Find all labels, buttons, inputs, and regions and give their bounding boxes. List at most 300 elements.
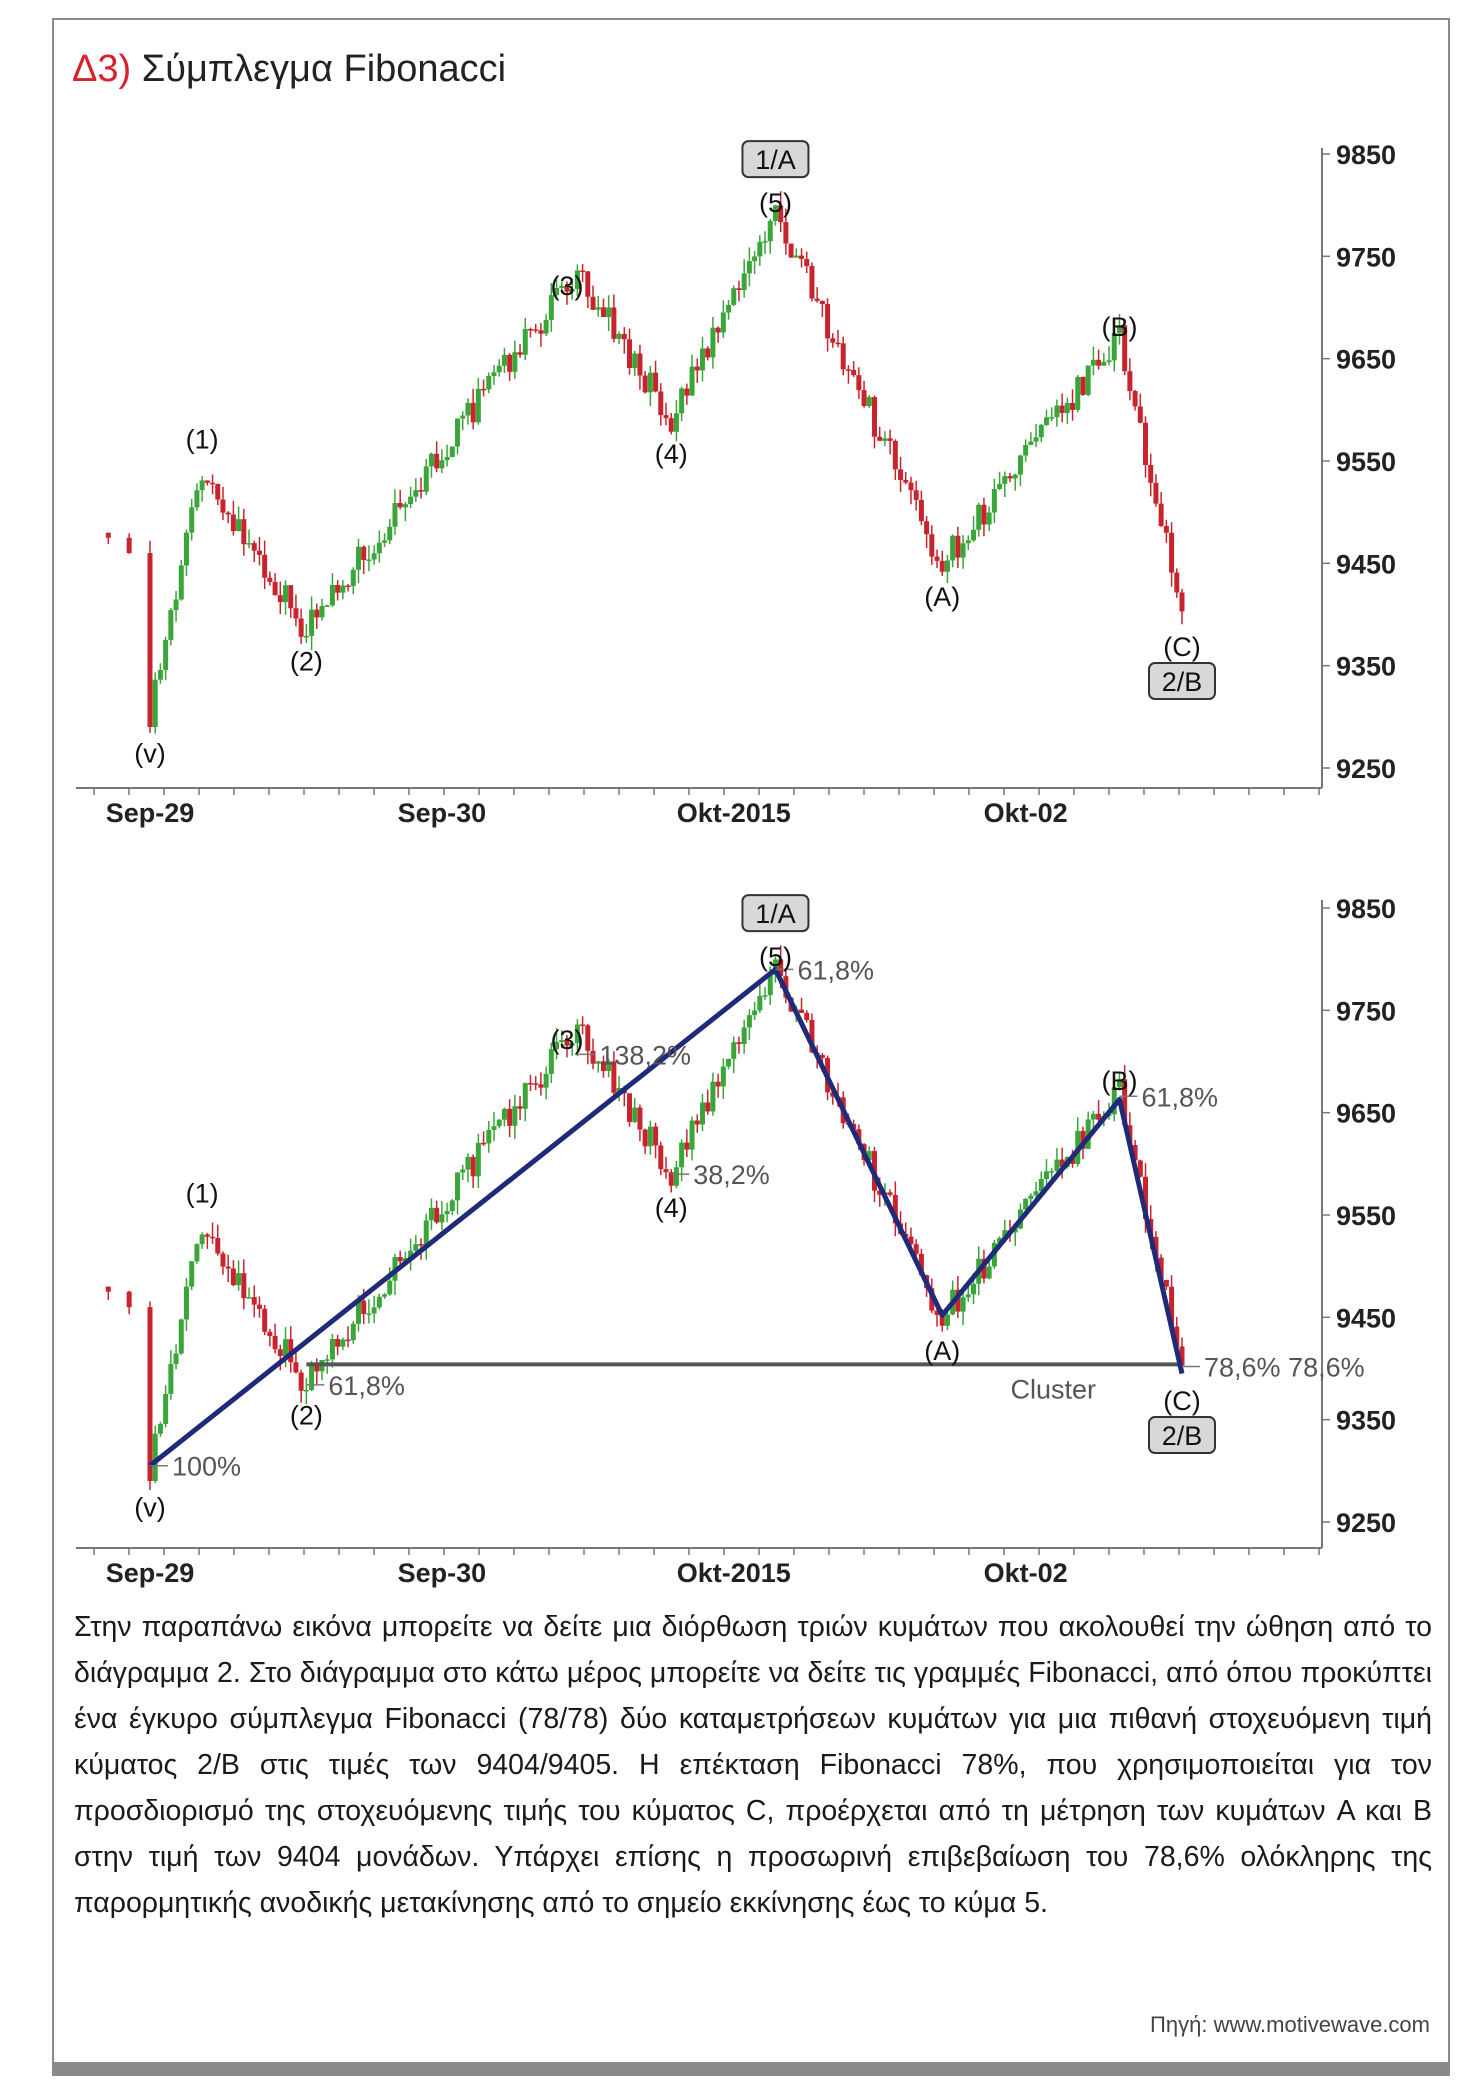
- candle-body: [455, 1173, 460, 1201]
- candle-body: [351, 1324, 356, 1340]
- candle-body: [403, 504, 408, 507]
- candle-body: [924, 521, 929, 534]
- candle-body: [799, 256, 804, 259]
- candle-body: [445, 1211, 450, 1214]
- candle-body: [492, 372, 497, 376]
- candle-body: [293, 1362, 298, 1372]
- candle-body: [262, 555, 267, 578]
- candle-body: [471, 1157, 476, 1176]
- candle-body: [1028, 442, 1033, 445]
- candle-body: [1023, 445, 1028, 456]
- candle-body: [283, 1339, 288, 1356]
- candle-body: [940, 561, 945, 572]
- candle-body: [398, 1257, 403, 1261]
- candle-body: [346, 586, 351, 588]
- candle-body: [804, 259, 809, 266]
- x-tick-label: Okt-2015: [676, 1558, 791, 1588]
- candle-body: [419, 1244, 424, 1246]
- candle-body: [768, 221, 773, 241]
- candle-body: [346, 1340, 351, 1342]
- candle-body: [763, 241, 768, 243]
- wave-label: (5): [758, 188, 792, 219]
- candle-body: [512, 1106, 517, 1126]
- bottom-bar: [52, 2062, 1450, 2076]
- candle-body: [1138, 406, 1143, 422]
- candle-body: [804, 1013, 809, 1020]
- candle-body: [705, 1102, 710, 1111]
- candle-body: [752, 256, 757, 261]
- candle-body: [413, 1244, 418, 1251]
- candle-body: [1070, 403, 1075, 410]
- candle-body: [690, 1121, 695, 1150]
- candle-body: [695, 1121, 700, 1125]
- candle-body: [283, 585, 288, 602]
- candle-body: [1075, 377, 1080, 410]
- candle-body: [945, 561, 950, 572]
- chart-panel-2: [76, 894, 1396, 1588]
- candle-body: [314, 610, 319, 618]
- y-tick-label: 9750: [1336, 242, 1397, 273]
- candle-body: [971, 530, 976, 541]
- candle-body: [1013, 475, 1018, 479]
- candle-body: [929, 534, 934, 556]
- candle-body: [1039, 425, 1044, 437]
- candle-body: [752, 1010, 757, 1015]
- candle-body: [538, 330, 543, 333]
- candle-body: [747, 1015, 752, 1027]
- candle-body: [669, 418, 674, 432]
- candle-body: [387, 1281, 392, 1295]
- candle-body: [1086, 366, 1091, 395]
- candle-body: [241, 519, 246, 544]
- candle-body: [507, 355, 512, 372]
- candle-body: [1143, 423, 1148, 465]
- candle-body: [215, 1238, 220, 1254]
- candle-body: [893, 441, 898, 470]
- fib-label: 61,8%: [328, 1370, 405, 1401]
- cluster-label: Cluster: [1010, 1374, 1096, 1405]
- candle-body: [492, 1126, 497, 1130]
- candle-body: [1153, 483, 1158, 504]
- candle-body: [189, 507, 194, 532]
- candle-body: [1180, 592, 1185, 611]
- candle-body: [679, 1143, 684, 1168]
- candle-body: [731, 1042, 736, 1059]
- candle-body: [794, 256, 799, 258]
- candle-body: [1049, 1171, 1054, 1173]
- candle-body: [179, 565, 184, 599]
- candle-body: [330, 585, 335, 605]
- candle-body: [382, 540, 387, 542]
- candle-body: [163, 1394, 168, 1424]
- candle-body: [637, 1108, 642, 1130]
- candle-body: [1133, 391, 1138, 406]
- candle-body: [851, 370, 856, 375]
- candle-body: [429, 1208, 434, 1220]
- candle-body: [392, 503, 397, 527]
- candle-body: [153, 680, 158, 727]
- y-tick-label: 9450: [1336, 549, 1397, 580]
- candle-body: [278, 1349, 283, 1356]
- candle-body: [445, 457, 450, 460]
- title-prefix: Δ3): [72, 48, 132, 90]
- candle-body: [533, 329, 538, 331]
- candle-body: [622, 334, 627, 339]
- candle-body: [518, 1106, 523, 1109]
- candle-body: [465, 403, 470, 416]
- candle-body: [695, 367, 700, 371]
- candle-body: [658, 1145, 663, 1169]
- candle-body: [742, 1027, 747, 1044]
- candle-body: [476, 1143, 481, 1176]
- candle-body: [726, 305, 731, 313]
- y-tick-label: 9450: [1336, 1303, 1397, 1334]
- candle-body: [361, 547, 366, 560]
- candle-body: [961, 1297, 966, 1311]
- candle-body: [507, 1109, 512, 1126]
- candle-body: [1096, 360, 1101, 366]
- candle-body: [684, 389, 689, 396]
- y-tick-label: 9650: [1336, 1098, 1397, 1129]
- candle-body: [757, 996, 762, 1011]
- candle-body: [267, 578, 272, 582]
- y-tick-label: 9550: [1336, 1201, 1397, 1231]
- candle-body: [184, 1287, 189, 1320]
- y-tick-label: 9550: [1336, 447, 1397, 477]
- candle-body: [955, 536, 960, 558]
- candle-body: [382, 1294, 387, 1296]
- wave-label: (A): [924, 1336, 961, 1367]
- candle-body: [690, 367, 695, 396]
- candle-body: [585, 271, 590, 296]
- candle-body: [450, 446, 455, 457]
- candle-body: [783, 222, 788, 243]
- candle-body: [950, 536, 955, 561]
- candle-body: [325, 605, 330, 607]
- candle-body: [945, 1315, 950, 1326]
- candle-body: [664, 1169, 669, 1172]
- fib-label: 138,2%: [599, 1040, 691, 1071]
- degree-box-label: 2/B: [1161, 667, 1203, 698]
- candle-body: [340, 586, 345, 593]
- candle-body: [174, 599, 179, 610]
- wave-label: (C): [1163, 1386, 1201, 1417]
- candle-body: [1060, 406, 1065, 413]
- candle-body: [700, 1102, 705, 1124]
- candle-body: [596, 307, 601, 309]
- candle-body: [465, 1157, 470, 1170]
- candle-body: [789, 244, 794, 258]
- candle-body: [1044, 417, 1049, 425]
- candle-body: [398, 503, 403, 507]
- candle-body: [179, 1319, 184, 1353]
- candle-body: [273, 1336, 278, 1349]
- candle-body: [710, 1082, 715, 1112]
- caption-text: Στην παραπάνω εικόνα μπορείτε να δείτε μια διόρθωση τριών κυμάτων που ακολουθεί την ώθηση από το διάγραμμα 2. Στο διάγραμμα στο κάτω μέρος μπορείτε να δείτε τις γραμμές Fibonacci, από όπου προκύπτει ένα έγκυρο σύμπλεγμα Fibonacci (78/78) δύο καταμετρήσεων κυμάτων για μια πιθανή στοχευόμενη τιμή κύματος 2/B στις τιμές των 9404/9405. Η επέκταση Fibonacci 78%, που χρησιμοποιείται για τον προσδιορισμό της στοχευόμενης τιμής του κύματος C, προέρχεται από τη μέτρηση των κυμάτων A και B στην τιμή των 9404 μονάδων. Υπάρχει επίσης η προσωρινή επιβεβαίωση του 78,6% ολόκληρης της παρορμητικής ανοδικής μετακίνησης από το σημείο εκκίνησης έως το κύμα 5.: [74, 1611, 1432, 1919]
- candle-body: [158, 1424, 163, 1434]
- y-tick-label: 9650: [1336, 344, 1397, 375]
- candle-body: [210, 483, 215, 485]
- candle-body: [1054, 406, 1059, 418]
- candle-body: [252, 543, 257, 551]
- degree-box-label: 2/B: [1161, 1421, 1203, 1452]
- candle-body: [497, 1120, 502, 1126]
- source-credit: Πηγή: www.motivewave.com: [1150, 2012, 1430, 2037]
- candle-body: [721, 313, 726, 333]
- candle-body: [643, 1130, 648, 1147]
- candle-body: [1148, 465, 1153, 483]
- candle-body: [372, 553, 377, 559]
- candle-body: [200, 1234, 205, 1244]
- candle-body: [705, 348, 710, 357]
- candle-body: [236, 1273, 241, 1285]
- candle-body: [877, 437, 882, 441]
- candle-body: [106, 533, 111, 538]
- candle-body: [434, 454, 439, 469]
- candle-body: [335, 1339, 340, 1347]
- candle-body: [664, 415, 669, 418]
- candle-body: [888, 1192, 893, 1195]
- candle-body: [220, 500, 225, 513]
- candle-body: [1018, 456, 1023, 475]
- title-text: Σύμπλεγμα Fibonacci: [141, 48, 507, 90]
- candle-body: [273, 582, 278, 595]
- candle-body: [419, 490, 424, 492]
- fib-label: 100%: [172, 1451, 242, 1482]
- candle-body: [648, 1127, 653, 1147]
- candle-body: [518, 352, 523, 355]
- candle-body: [523, 329, 528, 355]
- candle-body: [1101, 362, 1106, 366]
- candle-body: [736, 288, 741, 290]
- candle-body: [736, 1042, 741, 1044]
- candle-body: [611, 307, 616, 338]
- candle-body: [716, 1082, 721, 1087]
- y-tick-label: 9350: [1336, 651, 1397, 682]
- candle-body: [278, 595, 283, 602]
- candle-body: [497, 366, 502, 372]
- candle-body: [200, 480, 205, 490]
- candle-body: [340, 1340, 345, 1347]
- candle-body: [231, 515, 236, 532]
- candle-body: [679, 389, 684, 414]
- candle-body: [585, 1025, 590, 1050]
- candle-body: [220, 1254, 225, 1267]
- candle-body: [236, 519, 241, 531]
- candle-body: [538, 1084, 543, 1087]
- candle-body: [257, 551, 262, 555]
- candle-body: [627, 339, 632, 368]
- y-tick-label: 9850: [1336, 140, 1397, 170]
- candle-body: [908, 483, 913, 491]
- candle-body: [320, 606, 325, 617]
- candle-body: [1044, 1171, 1049, 1179]
- candle-body: [471, 403, 476, 422]
- candle-body: [439, 1214, 444, 1222]
- candle-body: [502, 1109, 507, 1120]
- candle-body: [867, 397, 872, 406]
- candle-body: [158, 670, 163, 680]
- candle-body: [257, 1305, 262, 1309]
- candle-body: [637, 354, 642, 376]
- candle-body: [351, 570, 356, 586]
- candle-body: [1054, 1160, 1059, 1172]
- candle-body: [174, 1353, 179, 1364]
- candle-body: [882, 438, 887, 440]
- candle-body: [523, 1083, 528, 1109]
- candle-body: [836, 343, 841, 345]
- candle-body: [460, 1169, 465, 1172]
- candle-body: [757, 242, 762, 257]
- candle-body: [971, 1284, 976, 1295]
- candle-body: [288, 585, 293, 608]
- candle-body: [632, 354, 637, 368]
- candle-body: [903, 480, 908, 483]
- candle-body: [1164, 1280, 1169, 1287]
- candle-body: [189, 1261, 194, 1286]
- candle-body: [888, 438, 893, 441]
- candle-body: [377, 543, 382, 554]
- candle-body: [966, 1294, 971, 1297]
- candle-body: [226, 1267, 231, 1269]
- candle-body: [544, 320, 549, 334]
- candle-body: [1028, 1196, 1033, 1199]
- candle-body: [106, 1287, 111, 1292]
- candle-body: [872, 397, 877, 437]
- candle-body: [293, 608, 298, 618]
- wave-label: (4): [654, 438, 688, 469]
- candle-body: [1164, 526, 1169, 533]
- candle-body: [387, 527, 392, 541]
- candle-body: [841, 343, 846, 369]
- x-tick-label: Sep-30: [397, 798, 487, 828]
- candle-body: [966, 540, 971, 543]
- candle-body: [247, 543, 252, 545]
- candle-body: [168, 610, 173, 640]
- candle-body: [731, 288, 736, 305]
- y-tick-label: 9250: [1336, 1508, 1397, 1538]
- candle-body: [476, 389, 481, 422]
- candle-body: [643, 376, 648, 393]
- candle-body: [653, 1127, 658, 1146]
- y-tick-label: 9850: [1336, 894, 1397, 924]
- candle-body: [262, 1309, 267, 1332]
- fib-label: 61,8%: [797, 955, 875, 986]
- candle-body: [914, 490, 919, 500]
- candle-body: [742, 273, 747, 290]
- candle-body: [533, 1083, 538, 1085]
- candle-body: [325, 1359, 330, 1361]
- candle-body: [674, 1167, 679, 1186]
- candle-body: [961, 543, 966, 557]
- candle-body: [825, 304, 830, 338]
- candle-body: [799, 1010, 804, 1013]
- candle-body: [429, 454, 434, 466]
- candle-body: [856, 375, 861, 390]
- candle-body: [481, 389, 486, 391]
- wave-label: (2): [289, 1400, 323, 1431]
- candle-body: [898, 469, 903, 480]
- degree-box-label: 1/A: [755, 899, 796, 930]
- candle-body: [1080, 377, 1085, 395]
- candle-body: [148, 553, 153, 727]
- candle-body: [455, 419, 460, 447]
- candle-body: [658, 391, 663, 415]
- candle-body: [601, 307, 606, 317]
- candle-body: [299, 1373, 304, 1391]
- candle-body: [194, 1244, 199, 1261]
- candle-body: [726, 1059, 731, 1067]
- x-tick-label: Sep-29: [105, 798, 195, 828]
- candle-body: [252, 1297, 257, 1305]
- x-tick-label: Okt-02: [983, 798, 1068, 828]
- candle-body: [127, 1292, 132, 1307]
- candle-body: [763, 995, 768, 997]
- candle-body: [205, 1234, 210, 1236]
- candle-body: [1127, 371, 1132, 391]
- fib-label: 78,6% 78,6%: [1204, 1352, 1365, 1383]
- degree-box-label: 1/A: [755, 145, 796, 176]
- wave-label: (B): [1101, 1065, 1138, 1096]
- candle-body: [1049, 417, 1054, 419]
- candle-body: [1159, 504, 1164, 526]
- candle-body: [606, 307, 611, 317]
- candle-body: [330, 1339, 335, 1359]
- candle-body: [424, 1220, 429, 1245]
- candle-body: [721, 1067, 726, 1087]
- fib-label: 38,2%: [693, 1160, 770, 1191]
- candle-body: [617, 334, 622, 339]
- candle-body: [674, 413, 679, 432]
- x-tick-label: Okt-02: [983, 1558, 1068, 1588]
- candle-body: [194, 490, 199, 507]
- wave-label: (v): [134, 1492, 166, 1523]
- candle-body: [205, 480, 210, 482]
- candle-body: [408, 497, 413, 504]
- candle-body: [648, 373, 653, 393]
- candle-body: [710, 328, 715, 358]
- candle-body: [1091, 1114, 1096, 1120]
- candle-body: [372, 1307, 377, 1313]
- candle-body: [304, 1390, 309, 1392]
- candle-body: [210, 1237, 215, 1239]
- candle-body: [512, 352, 517, 372]
- candle-body: [528, 1083, 533, 1085]
- candle-body: [366, 560, 371, 562]
- wave-label: (B): [1101, 311, 1138, 342]
- candle-body: [127, 538, 132, 553]
- candle-body: [591, 297, 596, 310]
- candle-body: [632, 1108, 637, 1122]
- wave-label: (3): [550, 270, 584, 301]
- candle-body: [356, 547, 361, 570]
- y-tick-label: 9750: [1336, 996, 1397, 1027]
- candle-body: [997, 484, 1002, 489]
- candle-body: [434, 1208, 439, 1223]
- candle-body: [439, 460, 444, 468]
- candle-body: [987, 1267, 992, 1279]
- candle-body: [335, 585, 340, 593]
- wave-label: (2): [289, 646, 323, 677]
- wave-label: (v): [134, 738, 166, 769]
- candle-body: [1107, 360, 1112, 362]
- candle-body: [820, 301, 825, 304]
- candle-body: [1065, 403, 1070, 413]
- candle-body: [591, 1051, 596, 1064]
- candle-body: [424, 466, 429, 491]
- candle-body: [1008, 476, 1013, 478]
- y-tick-label: 9350: [1336, 1405, 1397, 1436]
